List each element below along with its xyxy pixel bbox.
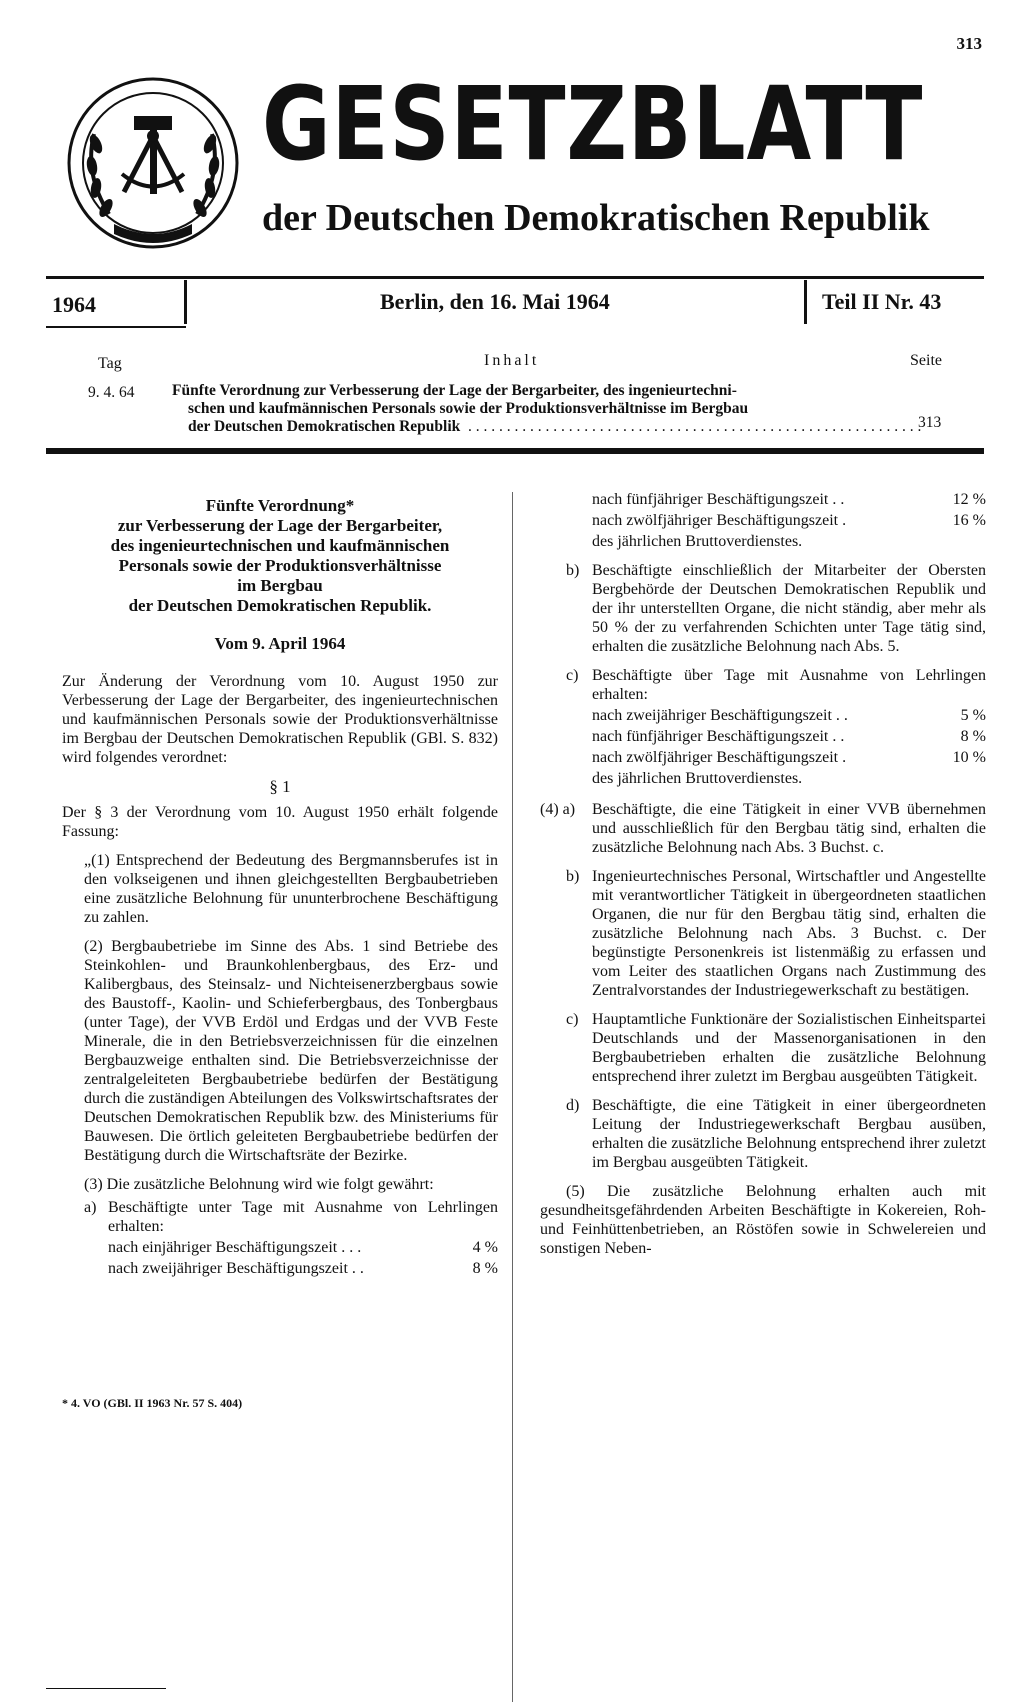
issue-bar-top-rule [46,276,984,279]
paragraph-1: „(1) Entsprechend der Bedeutung des Bergmannsberufes ist in den volkseigenen und ihnen gleichgestellten Bergbaubetrieben eine zusätzliche Belohnung für ununterbrochene Beschäftigung zu zahlen. [84,852,498,926]
rate-tail: des jährlichen Bruttoverdienstes. [592,770,803,787]
decree-title-line4: Personals sowie der Produktionsverhältnisse [118,556,442,575]
item-4b-label: b) [566,868,580,885]
rate-row-label: nach zweijähriger Beschäftigungszeit . . [592,707,848,724]
column-divider [512,492,513,1702]
toc-entry-line2: schen und kaufmännischen Personals sowie der Produktionsverhältnisse im Bergbau [188,400,749,417]
decree-date: Vom 9. April 1964 [214,634,346,653]
item-4c [540,1010,986,1086]
decree-title-line3: des ingenieurtechnischen und kaufmännischen [110,536,450,555]
masthead-title: GESETZBLATT [262,65,924,184]
rate-row-value: 12 % [952,491,986,508]
issue-bar-divider-right [804,280,807,324]
toc-col-contents: Inhalt [484,352,540,369]
issue-bar-divider-left [184,280,187,324]
rate-row [540,706,986,725]
item-c-text: Beschäftigte über Tage mit Ausnahme von Lehrlingen erhalten: [592,667,986,703]
rate-row-label: nach einjähriger Beschäftigungszeit . . . [108,1239,362,1256]
item-b [540,561,986,656]
toc-entry-page: 313 [918,414,942,431]
item-a-label: a) [84,1199,97,1216]
item-4d [540,1096,986,1172]
rate-row [540,727,986,746]
item-4d-label: d) [566,1097,580,1114]
item-a [62,1198,498,1236]
toc-entry-line1: Fünfte Verordnung zur Verbesserung der Lage der Bergarbeiter, des ingenieurtechni- [172,382,737,399]
rate-row-value: 5 % [960,707,986,724]
decree-title-line5: im Bergbau [237,576,323,595]
intro-paragraph: Zur Änderung der Verordnung vom 10. August 1950 zur Verbesserung der Lage der Bergarbeiter, des ingenieurtechnischen und kaufmännischen Personals sowie der Produktionsverhältnisse im Bergbau der Deutschen Demokratischen Republik (GBl. S. 832) wird folgendes verordnet: [62,673,498,766]
item-4a-text: Beschäftigte, die eine Tätigkeit in einer VVB übernehmen und ausschließlich für den Bergbau tätig sind, erhalten die zusätzliche Belohnung nach Abs. 3 Buchst. c. [592,801,986,856]
rate-row-label: nach zwölfjähriger Beschäftigungszeit . [592,512,847,529]
item-a-text: Beschäftigte unter Tage mit Ausnahme von Lehrlingen erhalten: [108,1199,498,1235]
paragraph-2: (2) Bergbaubetriebe im Sinne des Abs. 1 sind Betriebe des Steinkohlen- und Braunkohlenbergbaus, des Erz- und Kalibergbaus, des Steinsalz- und Nichteisenerzbergbaus sowie des Baustoff-, Kaolin- und Schieferbergbaus, des Tonbergbaus (unter Tage), der VVB Erdöl und Erdgas und der VVB Feste Minerale, die in den Betriebsverzeichnissen für die einzelnen Bergbauzweige enthalten sind. Die Betriebsverzeichnisse der zentralgeleiteten Bergbaubetriebe bedürfen der Bestätigung durch die zuständigen Abteilungen des Volkswirtschaftsrates der Deutschen Demokratischen Republik bzw. des Ministeriums für Bauwesen. Die örtlich geleiteten Bergbaubetriebe bedürfen der Bestätigung durch die Wirtschaftsräte der Bezirke. [84,938,498,1164]
rate-row-value: 8 % [960,728,986,745]
rate-row-label: nach fünfjähriger Beschäftigungszeit . . [592,728,845,745]
rate-row [540,490,986,509]
masthead-subtitle: der Deutschen Demokratischen Republik [262,197,930,239]
footnote-rule [46,1688,166,1689]
rate-row-value: 16 % [952,512,986,529]
item-4c-text: Hauptamtliche Funktionäre der Sozialistischen Einheitspartei Deutschlands und der Massenorganisationen in den Bergbaubetrieben erhalten die zusätzliche Belohnung entsprechend ihrer zuletzt im Bergbau ausgeübten Tätigkeit. [592,1011,986,1085]
paragraph-3: (3) Die zusätzliche Belohnung wird wie folgt gewährt: [84,1176,434,1193]
toc-entry-line3-text: der Deutschen Demokratischen Republik [188,418,461,435]
item-b-label: b) [566,562,580,579]
issue-bar-bottom-rule [46,326,186,328]
page-number: 313 [956,34,982,53]
state-emblem [64,74,242,252]
rate-row-value: 4 % [472,1239,498,1256]
change-paragraph: Der § 3 der Verordnung vom 10. August 1950 erhält folgende Fassung: [62,804,498,840]
rate-row-label: nach zwölfjähriger Beschäftigungszeit . [592,749,847,766]
item-c-label: c) [566,667,579,684]
item-4a [540,800,986,857]
toc-col-page: Seite [910,352,942,369]
rate-row [540,748,986,767]
item-4b-text: Ingenieurtechnisches Personal, Wirtschaftler und Angestellte mit verantwortlicher Tätigkeit in übergeordneten staatlichen Organen, die nur für den Bergbau tätig sind, erhalten die zusätzliche Belohnung nach Abs. 3 Buchst. c. Der begünstigte Personenkreis ist listenmäßig zu erfassen und vom Leiter des staatlichen Organs nach Zustimmung des Zentralvorstandes der Industriegewerkschaft zu bestätigen. [592,868,986,999]
rate-tail: des jährlichen Bruttoverdienstes. [592,533,803,550]
decree-title [62,496,498,616]
item-c [540,666,986,704]
left-column [62,496,498,1278]
toc-col-day: Tag [98,355,122,372]
section-heading: § 1 [269,777,291,796]
rate-row-label: nach zweijähriger Beschäftigungszeit . . [108,1260,364,1277]
rate-row-value: 10 % [952,749,986,766]
issue-year: 1964 [52,292,96,317]
item-b-text: Beschäftigte einschließlich der Mitarbeiter der Obersten Bergbehörde der Deutschen Demokratischen Republik und der ihr unterstellten Organe, die nicht ständig, aber mehr als 50 % der zu verfahrenden Schichten unter Tage tätig sind, erhalten die zusätzliche Belohnung nach Abs. 5. [592,562,986,655]
footnote: * 4. VO (GBl. II 1963 Nr. 57 S. 404) [62,1396,243,1410]
item-4c-label: c) [566,1011,579,1028]
decree-title-line2: zur Verbesserung der Lage der Bergarbeiter, [117,516,443,535]
decree-title-line6: der Deutschen Demokratischen Republik. [128,596,432,615]
rate-row-label: nach fünfjähriger Beschäftigungszeit . . [592,491,845,508]
toc-entry-day: 9. 4. 64 [88,384,135,401]
rate-row [62,1238,498,1257]
item-4d-text: Beschäftigte, die eine Tätigkeit in einer übergeordneten Leitung der Industriegewerkschaft Bergbau ausüben, erhalten die zusätzliche Belohnung entsprechend ihrer zuletzt im Bergbau ausgeübten Tätigkeit. [592,1097,986,1171]
right-column [540,490,986,1258]
issue-date: Berlin, den 16. Mai 1964 [380,289,610,314]
issue-part: Teil II Nr. 43 [822,289,942,314]
item-4b [540,867,986,1000]
toc-bottom-rule [46,448,984,454]
rate-row-value: 8 % [472,1260,498,1277]
decree-title-line1: Fünfte Verordnung* [205,496,355,515]
toc-entry-line3 [188,418,922,436]
rate-row [540,511,986,530]
paragraph-5: (5) Die zusätzliche Belohnung erhalten auch mit gesundheitsgefährdenden Arbeiten Beschäftigte in Kokereien, Roh- und Feinhüttenbetrieben, an Röstöfen sowie in Schwelereien und sonstigen Neben- [540,1183,986,1257]
item-4a-label: (4) a) [540,801,576,818]
toc-entry-dots: . . . . . . . . . . . . . . . . . . . . . . . . . . . . . . . . . . . . . . . . . . . . . . . . . . . . . . . . . . . [464,418,922,435]
rate-row [62,1259,498,1278]
